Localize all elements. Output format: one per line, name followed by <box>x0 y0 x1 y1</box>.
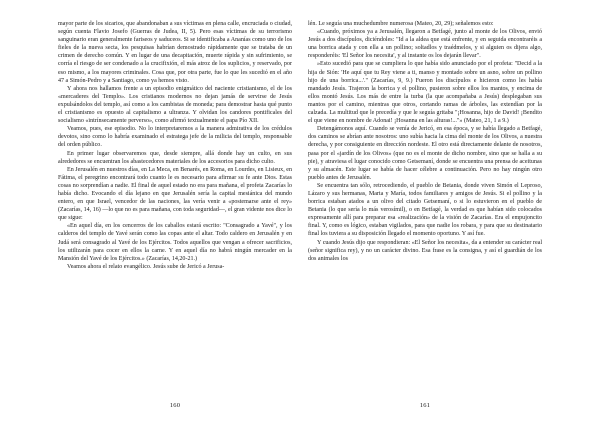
paragraph: Veamos, pues, ese episodio. No lo interpretaremos a la manera admirativa de los crédulos devotos, sino como lo habría examinado el estratega jefe de la milicia del templo, responsable del orden público. <box>58 126 292 149</box>
page-number-left: 160 <box>169 402 181 409</box>
paragraph: En Jerusalén en nuestros días, en La Meca, en Benarés, en Roma, en Lourdes, en Lisieux, en Fátima, el peregrino encontrará todo cuanto le es necesario para afirmar su fe ante Dios. Estas cosas no sorprendían a nadie. El final de aquel estado no era para mañana, el profeta Zacarías lo había dicho. Evocando el día lejano en que Jerusalén sería la capital mesiánica del mundo entero, en que Israel, vencedor de las naciones, las vería venir a «postemarse ante el rey» (Zacarías, 14, 16) —lo que no es para mañana, con toda seguridad—, el gran vidente nos dice lo que sigue: <box>58 166 292 222</box>
paragraph: mayor parte de los sicarios, que abandonaban a sus víctimas en plena calle, encruciada o ciudad, según cuenta Flavio Josefo (Guerras de Judea, II, 5). Pero esas víctimas de su terrorismo sanguinario eran generalmente fariseos y saduceos. Si se identificaba a Ananías como uno de los fieles de la nueva secta, los pesquisas habrían demostrado rápidamente que se trataba de un crimen de derecho común. Y en lugar de una decapitación, muerte rápida y sin sufrimiento, se corría el riesgo de ser condenado a la crucifixión, el más atroz de los suplicios, y reservado, por eso mismo, a los mayores criminales. Cosa que, por otra parte, fue lo que les sucedió en el año 47 a Simón-Pedro y a Santiago, como ya hemos visto. <box>58 21 292 84</box>
paragraph: Veamos ahora el relato evangélico. Jesús sube de Jericó a Jerusa- <box>67 263 225 270</box>
quote-paragraph: «En aquel día, en los cencerros de los caballos estará escrito: "Consagrado a Yavé", y los calderos del templo de Yavé serán como las copas ante el altar. Todo caldero en Jerusalén y en Judá será consagrado al Yavé de los Ejércitos. Todos aquellos que vengan a ofrecer sacrificios, los utilizarán para cocer en ellos la carne. Y en aquel día no habrá ningún mercader en la Mansión del Yavé de los Ejércitos.» (Zacarías, 14,20-21.) <box>58 223 292 262</box>
paragraph: Se encuentra tan sólo, retrocediendo, el pueblo de Betania, donde viven Simón el Leproso, Lázaro y sus hermanas, Marta y María, todos familiares y amigos de Jesús. Si el pollino y la borrica estaban atados a un olivo del citado Getsemaní, o si lo estuvieron en el pueblo de Betania (lo que sería lo más verosímil), o en Betfagé, la verdad es que habían sido colocados expresamente allí para preparar esa «realización» de la visión de Zacarías. Era el empujoncito final. Y, como es lógico, estaban vigilados, para que nadie los robara, y para que su destinatario final los tuviera a su disposición llegado el momento oportuno. Y así fue. <box>308 182 542 238</box>
page-number-right: 161 <box>419 402 431 409</box>
paragraph: Y ahora nos hallamos frente a un episodio enigmático del naciente cristianismo, el de los «mercaderes del Templo». Los cristianos modernos no dejan jamás de servirse de Jesús expulsándolos del templo, así como a los cambistas de moneda; para demostrar hasta qué punto el cristianismo es opuesto al capitalismo a ultranza. Y olvidan los candores pontificales del socialismo «intrínsecamente perverso», como afirmó textualmente el papa Pío XII. <box>58 85 292 125</box>
right-page <box>308 20 542 400</box>
paragraph: Detengámonos aquí. Cuando se venía de Jericó, en esa época, y se había llegado a Betfagé, dos caminos se abrían ante nosotros: uno subía hacia la cima del monte de los Olivos, a nuestra derecha, y por consiguiente en dirección nordeste. El otro está directamente delante de nosotros, pasa por el «jardín de los Olivos» (que no es el monte de dicho nombre, sino que se halla a su pie), y atraviesa el lugar conocido como Getsemaní, donde se encuentra una prensa de aceitunas y su almacén. Este lugar se había de hacer célebre a continuación. Pero no hay ningún otro pueblo antes de Jerusalén. <box>308 126 542 181</box>
quote-paragraph: «Cuando, próximos ya a Jerusalén, llegaron a Betfagé, junto al monte de los Olivos, envió Jesús a dos discípulos, diciéndoles: "Id a la aldea que está enfrente, y en seguida encontraréis a una borrica atada y con ella a un pollino; soltadlos y traédmelos, y si alguien os dijera algo, responderéis: 'El Señor los necesita', y al instante os los dejarán llevar". <box>308 29 542 60</box>
paragraph: lén. Le seguía una muchedumbre numerosa (Mateo, 20, 29); señalemos esto: <box>308 21 494 27</box>
left-page <box>58 20 292 400</box>
quote-paragraph: »Esto sucedió para que se cumpliera lo que había sido anunciado por el profeta: "Decid a la hija de Sión: 'He aquí que tu Rey viene a ti, manso y montado sobre un asno, sobre un pollino hijo de una borrica...'." (Zacarías, 9, 9.) Fueron los discípulos e hicieron como les había mandado Jesús. Trajeron la borrica y el pollino, pusieron sobre ellos los mantos, y encima de ellos montó Jesús. Los más de entre la turba (la que acompañaba a Jesús) desplegaban sus mantos por el camino, mientras que otros, cortando ramas de árboles, las extendían por la calzada. La multitud que le precedía y que le seguía gritaba "¡Hosanna, hijo de David! ¡Bendito el que viene en nombre de Adonai! ¡Hosanna en las alturas!..."» (Mateo, 21, 1 a 9.) <box>308 61 542 125</box>
paragraph: En primer lugar observaremos que, desde siempre, allá donde hay un culto, en sus alrededores se encuentran los abastecedores materiales de los accesorios para dicho culto. <box>58 150 292 165</box>
paragraph: Y cuando Jesús dijo que respondieran: «El Señor los necesita», da a entender su carácter real (señor significa rey), y no un carácter divino. Esa frase es la consigna, y así el guardián de los dos animales los <box>308 239 542 262</box>
